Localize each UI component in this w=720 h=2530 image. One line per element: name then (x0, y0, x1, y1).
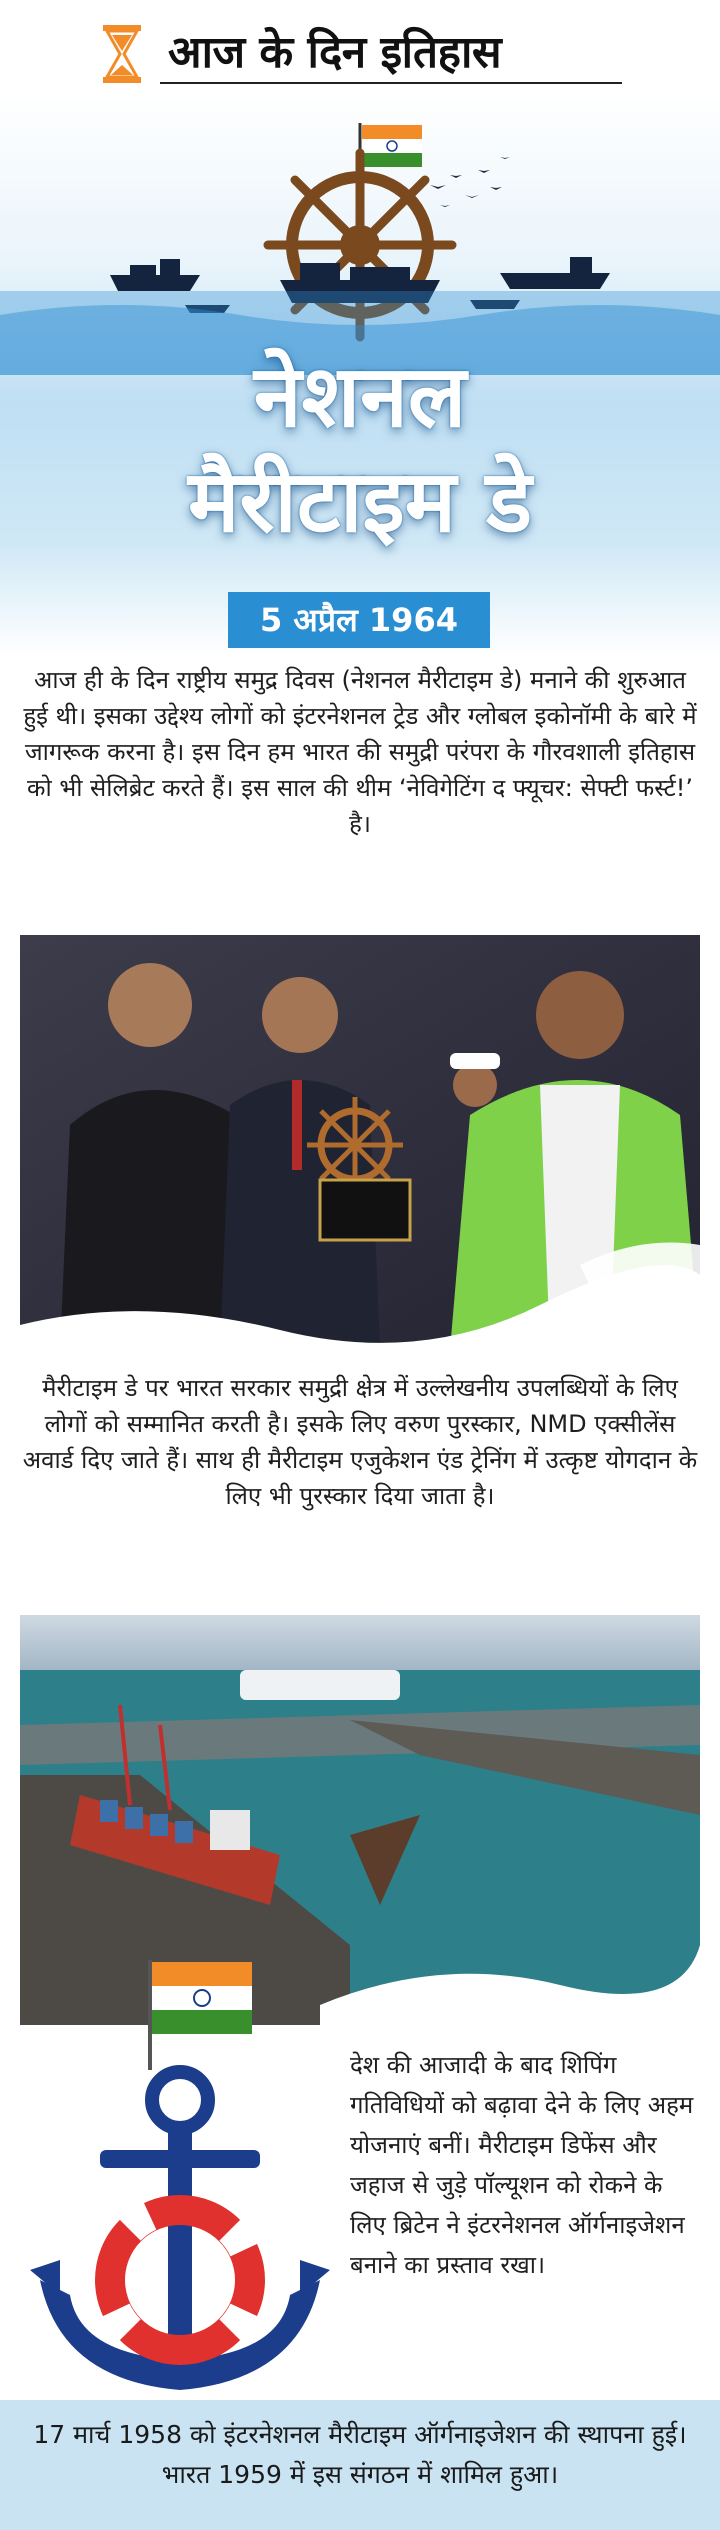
page-header (0, 0, 720, 95)
award-ceremony-photo (20, 935, 700, 1350)
intro-paragraph: आज ही के दिन राष्ट्रीय समुद्र दिवस (नेशनल मैरीटाइम डे) मनाने की शुरुआत हुई थी। इसका उद्देश्य लोगों को इंटरनेशनल ट्रेड और ग्लोबल इकोनॉमी के बारे में जागरूक करना है। इस दिन हम भारत की समुद्री परंपरा के गौरवशाली इतिहास को भी सेलिब्रेट करते हैं। इस साल की थीम ‘नेविगेटिंग द फ्यूचर: सेफ्टी फर्स्ट!’ है। (23, 666, 697, 838)
hourglass-icon (103, 25, 141, 83)
awards-paragraph: मैरीटाइम डे पर भारत सरकार समुद्री क्षेत्र में उल्लेखनीय उपलब्धियों के लिए लोगों को सम्मानित करती है। इसके लिए वरुण पुरस्कार, NMD एक्सीलेंस अवार्ड दिए जाते हैं। साथ ही मैरीटाइम एजुकेशन एंड ट्रेनिंग में उत्कृष्ट योगदान के लिए भी पुरस्कार दिया जाता है। (22, 1374, 698, 1510)
date-badge: 5 अप्रैल 1964 (228, 592, 490, 648)
header-title: आज के दिन इतिहास (168, 27, 502, 78)
anchor-lifebuoy-illustration (20, 1950, 340, 2410)
banner-title-line2: मैरीटाइम डे (187, 452, 533, 552)
banner-title-line1: नेशनल (253, 347, 467, 447)
imo-paragraph: 17 मार्च 1958 को इंटरनेशनल मैरीटाइम ऑर्गनाइजेशन की स्थापना हुई। भारत 1959 में इस संगठन में शामिल हुआ। (33, 2420, 687, 2489)
history-paragraph: देश की आजादी के बाद शिपिंग गतिविधियों को बढ़ावा देने के लिए अहम योजनाएं बनीं। मैरीटाइम डिफेंस और जहाज से जुड़े पॉल्यूशन को रोकने के लिए ब्रिटेन ने इंटरनेशनल ऑर्गनाइजेशन बनाने का प्रस्ताव रखा। (350, 2051, 694, 2279)
header-divider (160, 82, 622, 84)
